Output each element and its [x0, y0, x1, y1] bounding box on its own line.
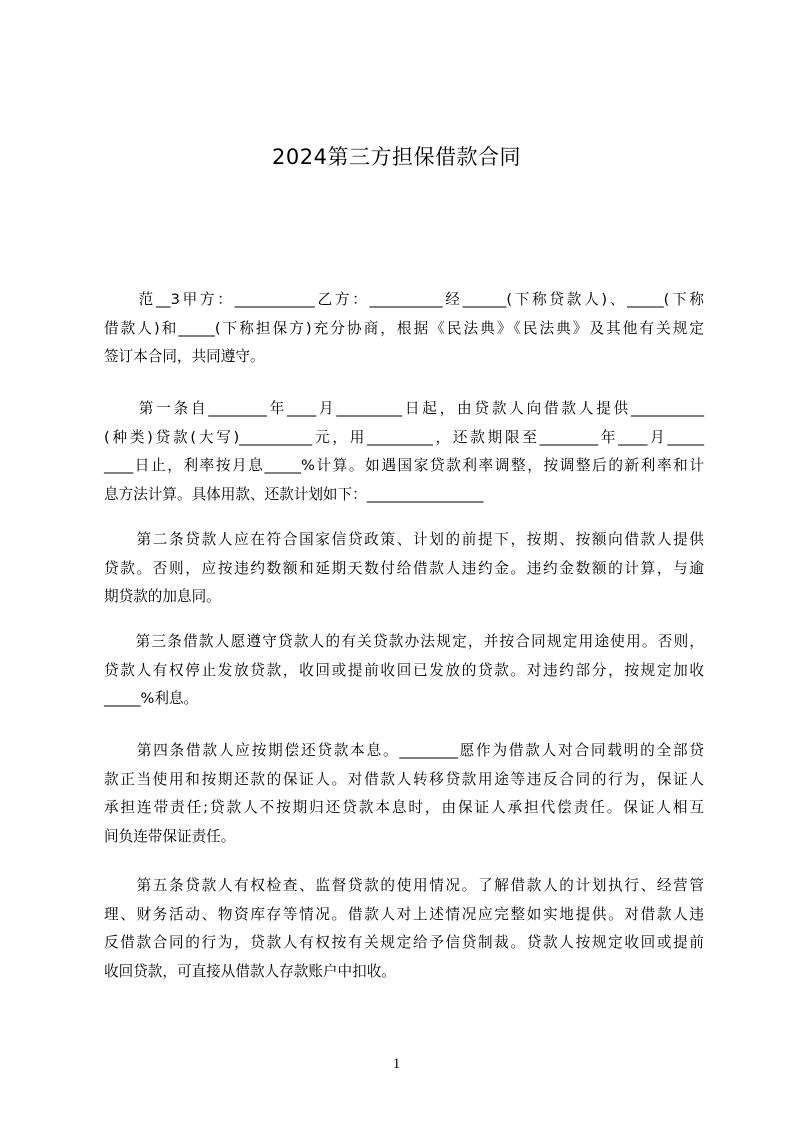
text-line: 间负连带保证责任。	[104, 827, 236, 845]
text-line: 借款人)和_____(下称担保方)充分协商，根据《民法典》《民法典》及其他有关规定	[104, 319, 704, 337]
text-line: 第五条贷款人有权检查、监督贷款的使用情况。了解借款人的计划执行、经营管	[104, 877, 704, 894]
text-line: 贷款。否则，应按违约数额和延期天数付给借款人违约金。违约金数额的计算，与逾	[104, 559, 704, 577]
text-line: 反借款合同的行为，贷款人有权按有关规定给予信贷制裁。贷款人按规定收回或提前	[104, 934, 704, 951]
text-line: 承担连带责任;贷款人不按期归还贷款本息时，由保证人承担代偿责任。保证人相互	[104, 799, 704, 816]
text-line: 第四条借款人应按期偿还贷款本息。________愿作为借款人对合同载明的全部贷	[104, 742, 704, 759]
paragraph-article-3	[104, 628, 704, 714]
text-line: 第二条贷款人应在符合国家信贷政策、计划的前提下，按期、按额向借款人提供	[104, 531, 704, 548]
text-line: 第一条自________年____月_________日起，由贷款人向借款人提供__________	[104, 400, 704, 417]
text-line: 第三条借款人愿遵守贷款人的有关贷款办法规定，并按合同规定用途使用。否则，	[104, 633, 704, 650]
text-line: (种类)贷款(大写)__________元，用_________，还款期限至________年____月_____	[104, 428, 704, 446]
paragraph-article-5	[104, 872, 704, 986]
text-line: 理、财务活动、物资库存等情况。借款人对上述情况应完整如实地提供。对借款人违	[104, 905, 704, 923]
paragraph-article-4	[104, 737, 704, 851]
paragraph-article-2	[104, 526, 704, 612]
text-line: 范__3甲方：___________乙方：__________经______(下称贷款人)、_____(下称	[104, 291, 704, 308]
text-line: 签订本合同，共同遵守。	[104, 348, 265, 365]
document-title: 2024第三方担保借款合同	[272, 145, 521, 169]
text-line: ____日止，利率按月息_____%计算。如遇国家贷款利率调整，按调整后的新利率和计	[104, 457, 704, 474]
paragraph-article-1	[104, 395, 704, 509]
text-line: 款正当使用和按期还款的保证人。对借款人转移贷款用途等违反合同的行为，保证人	[104, 770, 704, 788]
text-line: 收回贷款，可直接从借款人存款账户中扣收。	[104, 962, 396, 980]
paragraph-parties	[104, 286, 704, 372]
text-line: _____%利息。	[104, 690, 199, 707]
text-line: 息方法计算。具体用款、还款计划如下：________________	[104, 485, 484, 503]
text-line: 贷款人有权停止发放贷款，收回或提前收回已发放的贷款。对违约部分，按规定加收	[104, 661, 704, 679]
page-number: 1	[392, 1056, 401, 1072]
text-line: 期贷款的加息同。	[104, 588, 221, 605]
